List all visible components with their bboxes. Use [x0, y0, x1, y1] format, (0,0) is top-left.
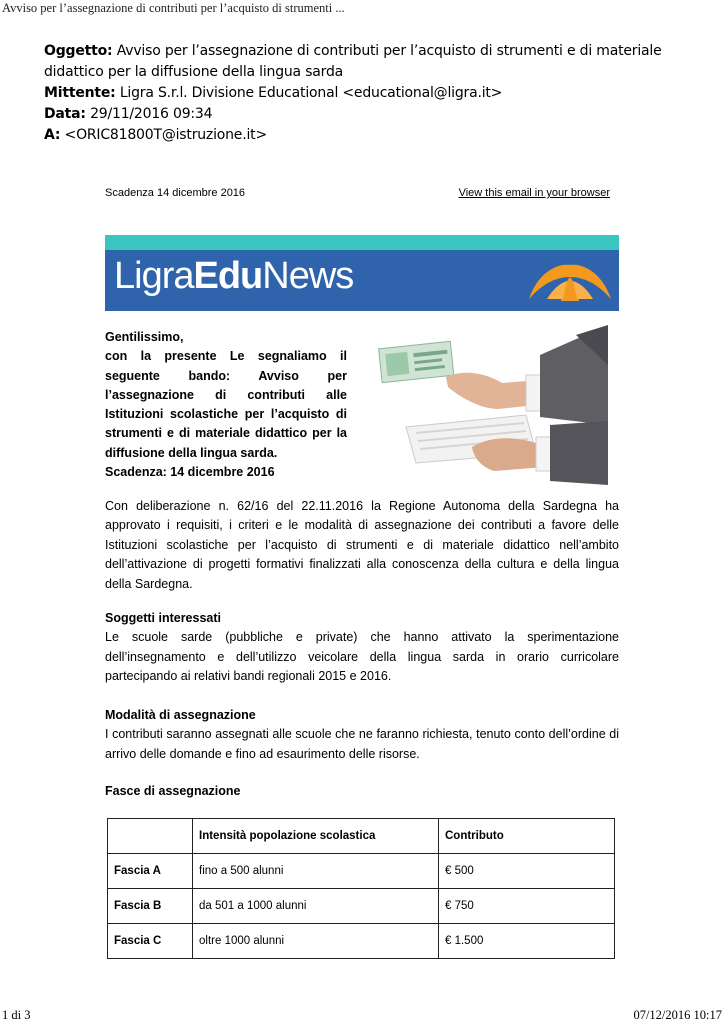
- subject-value: Avviso per l’assegnazione di contributi per l’acquisto di strumenti e di materiale didattico per la diffusione della lingua sarda: [44, 43, 662, 80]
- date-line: [44, 104, 684, 125]
- modalita-body: I contributi saranno assegnati alle scuole che ne faranno richiesta, tenuto conto dell’ordine di arrivo delle domande e fino ad esaurimento delle risorse.: [105, 727, 619, 761]
- contributo-cell: € 750: [439, 889, 615, 924]
- email-topline: [105, 187, 610, 199]
- subject-line: [44, 41, 684, 83]
- modalita-title: Modalità di assegnazione: [105, 708, 256, 722]
- banner-teal-stripe: [105, 235, 619, 250]
- table-row: [108, 924, 615, 959]
- intro-body: con la presente Le segnaliamo il seguente bando: Avviso per l’assegnazione di contributi alle Istituzioni scolastiche per l’acquisto di strumenti e di materiale didattico per la diffusione della lingua sarda.: [105, 349, 347, 460]
- fascia-cell: Fascia A: [108, 854, 193, 889]
- fasce-section: [105, 782, 619, 801]
- ligra-logo-icon: [525, 253, 615, 303]
- fasce-table: [107, 818, 615, 959]
- popolazione-cell: oltre 1000 alunni: [193, 924, 439, 959]
- logo-edu: Edu: [193, 255, 263, 297]
- date-label: Data:: [44, 106, 86, 122]
- email-meta: [44, 41, 684, 146]
- logo-ligra: Ligra: [114, 255, 194, 297]
- table-row: [108, 889, 615, 924]
- to-label: A:: [44, 127, 61, 143]
- deliberation-paragraph: [105, 497, 619, 594]
- modalita-section: [105, 706, 619, 764]
- date-value: 29/11/2016 09:34: [85, 106, 213, 122]
- popolazione-cell: da 501 a 1000 alunni: [193, 889, 439, 924]
- to-value: <ORIC81800T@istruzione.it>: [60, 127, 267, 143]
- subject-label: Oggetto:: [44, 43, 113, 59]
- sender-line: [44, 83, 684, 104]
- page-number: 1 di 3: [2, 1008, 31, 1022]
- contributo-cell: € 1.500: [439, 924, 615, 959]
- print-header: Avviso per l’assegnazione di contributi per l’acquisto di strumenti ...: [2, 1, 345, 15]
- greeting: Gentilissimo,: [105, 330, 184, 344]
- soggetti-section: [105, 609, 619, 687]
- header-cell: Contributo: [439, 819, 615, 854]
- intro-deadline: Scadenza: 14 dicembre 2016: [105, 465, 275, 480]
- sender-value: Ligra S.r.l. Divisione Educational <educational@ligra.it>: [115, 85, 503, 101]
- intro-block: [105, 328, 347, 482]
- to-line: [44, 125, 684, 146]
- table-header-row: [108, 819, 615, 854]
- deliberation-text: Con deliberazione n. 62/16 del 22.11.2016 la Regione Autonoma della Sardegna ha approvato i requisiti, i criteri e le modalità di assegnazione dei contributi a favore delle Istituzioni scolastiche per l’acquisto di strumenti e di materiale didattico nell’ambito dell’attivazione di progetti formativi finalizzati alla conoscenza della cultura e della lingua della Sardegna.: [105, 499, 619, 591]
- deadline-note: Scadenza 14 dicembre 2016: [105, 187, 246, 199]
- fasce-title: Fasce di assegnazione: [105, 784, 241, 798]
- header-cell: [108, 819, 193, 854]
- table-row: [108, 854, 615, 889]
- fascia-cell: Fascia B: [108, 889, 193, 924]
- banner-logo-text: [114, 255, 353, 298]
- ligra-edunews-banner: [105, 235, 619, 311]
- logo-news: News: [262, 255, 354, 297]
- sender-label: Mittente:: [44, 85, 116, 101]
- fasce-table-wrap: [107, 818, 615, 959]
- header-cell: Intensità popolazione scolastica: [193, 819, 439, 854]
- popolazione-cell: fino a 500 alunni: [193, 854, 439, 889]
- soggetti-title: Soggetti interessati: [105, 611, 221, 625]
- view-in-browser-link[interactable]: View this email in your browser: [458, 187, 610, 199]
- soggetti-body: Le scuole sarde (pubbliche e private) che hanno attivato la sperimentazione dell’insegnamento e dell’utilizzo veicolare della lingua sarda in orario curricolare partecipando ai relativi bandi regionali 2015 e 2016.: [105, 630, 619, 684]
- hands-money-photo: [376, 325, 608, 485]
- print-timestamp: 07/12/2016 10:17: [633, 1008, 722, 1022]
- contributo-cell: € 500: [439, 854, 615, 889]
- fascia-cell: Fascia C: [108, 924, 193, 959]
